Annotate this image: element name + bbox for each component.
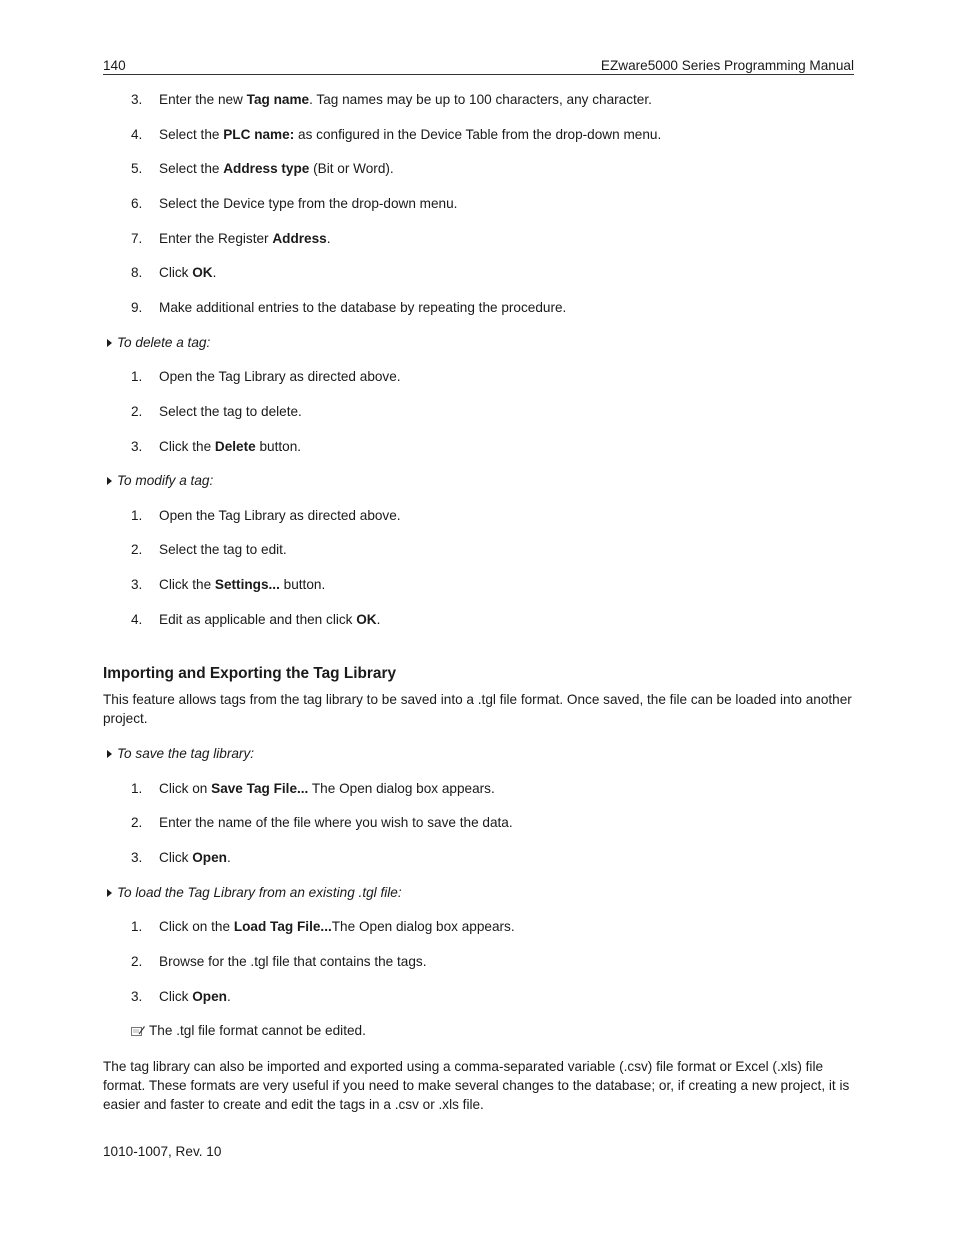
procedure-heading-modify: To modify a tag: bbox=[103, 472, 213, 490]
step-number: 1. bbox=[131, 781, 143, 796]
triangle-bullet-icon bbox=[107, 750, 112, 758]
step-text: Edit as applicable and then click OK. bbox=[159, 612, 381, 627]
step-text: Select the Address type (Bit or Word). bbox=[159, 161, 394, 176]
step-number: 9. bbox=[131, 300, 143, 315]
note-pencil-icon bbox=[131, 1026, 145, 1036]
step-number: 6. bbox=[131, 196, 143, 211]
section-intro: This feature allows tags from the tag library to be saved into a .tgl file format. Once saved, the file can be loaded into another project. bbox=[103, 692, 852, 726]
step-text: Click the Settings... button. bbox=[159, 577, 326, 592]
step-number: 3. bbox=[131, 850, 143, 865]
step-number: 2. bbox=[131, 954, 143, 969]
step-text: Enter the name of the file where you wish to save the data. bbox=[159, 815, 513, 830]
page-header bbox=[103, 57, 854, 75]
triangle-bullet-icon bbox=[107, 477, 112, 485]
section-heading: Importing and Exporting the Tag Library bbox=[103, 665, 397, 682]
step-number: 7. bbox=[131, 231, 143, 246]
triangle-bullet-icon bbox=[107, 889, 112, 897]
step-text: Click on Save Tag File... The Open dialog box appears. bbox=[159, 781, 495, 796]
triangle-bullet-icon bbox=[107, 339, 112, 347]
step-number: 3. bbox=[131, 577, 143, 592]
step-number: 2. bbox=[131, 542, 143, 557]
note: The .tgl file format cannot be edited. bbox=[131, 1022, 366, 1040]
step-number: 2. bbox=[131, 815, 143, 830]
step-number: 8. bbox=[131, 265, 143, 280]
page-number: 140 bbox=[103, 58, 126, 73]
step-number: 4. bbox=[131, 127, 143, 142]
step-number: 3. bbox=[131, 989, 143, 1004]
step-number: 2. bbox=[131, 404, 143, 419]
step-text: Click OK. bbox=[159, 265, 217, 280]
step-text: Select the PLC name: as configured in the Device Table from the drop-down menu. bbox=[159, 127, 662, 142]
procedure-heading-delete: To delete a tag: bbox=[103, 334, 210, 352]
step-number: 5. bbox=[131, 161, 143, 176]
step-text: Click on the Load Tag File...The Open dialog box appears. bbox=[159, 919, 515, 934]
step-text: Open the Tag Library as directed above. bbox=[159, 508, 401, 523]
step-number: 4. bbox=[131, 612, 143, 627]
step-text: Click Open. bbox=[159, 989, 231, 1004]
step-text: Make additional entries to the database by repeating the procedure. bbox=[159, 300, 567, 315]
step-text: Browse for the .tgl file that contains the tags. bbox=[159, 954, 427, 969]
procedure-heading-save: To save the tag library: bbox=[103, 745, 254, 763]
step-text: Select the tag to edit. bbox=[159, 542, 287, 557]
page-footer: 1010-1007, Rev. 10 bbox=[103, 1144, 222, 1159]
step-text: Select the tag to delete. bbox=[159, 404, 302, 419]
step-number: 1. bbox=[131, 919, 143, 934]
step-number: 3. bbox=[131, 439, 143, 454]
closing-paragraph: The tag library can also be imported and exported using a comma-separated variable (.csv) file format or Excel (.xls) file format. These formats are very useful if you need to make several changes to the database; or, if creating a new project, it is easier and faster to create and edit the tags in a .csv or .xls file. bbox=[103, 1059, 850, 1112]
step-text: Enter the new Tag name. Tag names may be up to 100 characters, any character. bbox=[159, 92, 652, 107]
step-text: Enter the Register Address. bbox=[159, 231, 331, 246]
manual-title: EZware5000 Series Programming Manual bbox=[600, 58, 854, 73]
step-text: Select the Device type from the drop-down menu. bbox=[159, 196, 458, 211]
step-number: 1. bbox=[131, 508, 143, 523]
step-number: 1. bbox=[131, 369, 143, 384]
step-text: Click Open. bbox=[159, 850, 231, 865]
step-text: Open the Tag Library as directed above. bbox=[159, 369, 401, 384]
step-text: Click the Delete button. bbox=[159, 439, 302, 454]
step-number: 3. bbox=[131, 92, 143, 107]
procedure-heading-load: To load the Tag Library from an existing .tgl file: bbox=[103, 884, 402, 902]
